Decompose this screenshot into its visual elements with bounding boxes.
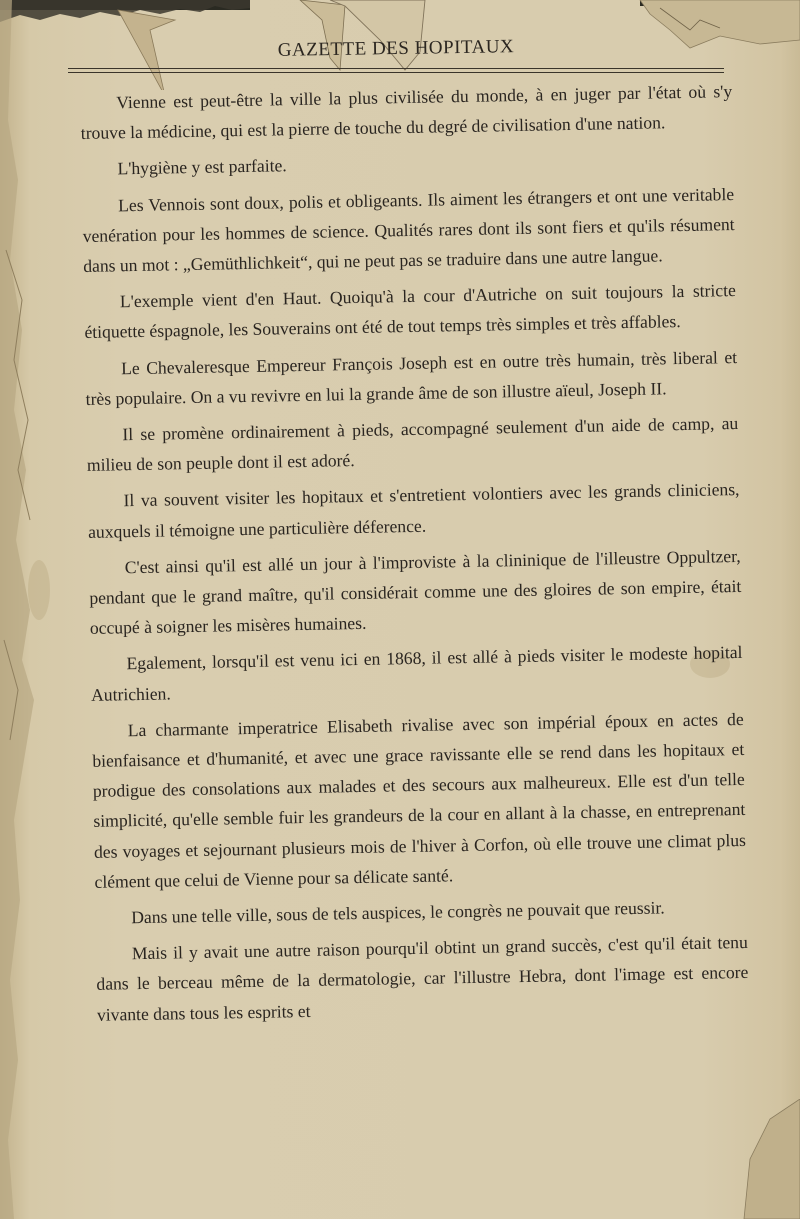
paragraph: Vienne est peut-être la ville la plus civilisée du monde, à en juger par l'état où s'y trouve la médicine, qui est la pierre de touche du degré de civilisation d'une nation. (80, 81, 733, 144)
article-body (80, 76, 749, 1036)
paragraph: Dans une telle ville, sous de tels auspices, le congrès ne pouvait que reussir. (131, 897, 665, 928)
torn-corner (740, 1099, 800, 1219)
paragraph: Egalement, lorsqu'il est venu ici en 1868, il est allé à pieds visiter le modeste hopital Autrichien. (90, 642, 743, 705)
paragraph: Mais il y avait une autre raison pourqu'il obtint un grand succès, c'est qu'il était tenu dans le berceau même de la dermatologie, car l'illustre Hebra, dont l'image est encore vivante dans tous les esprits et (96, 932, 749, 1025)
paragraph: Il se promène ordinairement à pieds, accompagné seulement d'un aide de camp, au milieu de son peuple dont il est adoré. (86, 413, 739, 476)
paragraph: Les Vennois sont doux, polis et obligeants. Ils aiment les étrangers et ont une veritable venération pour les hommes de science. Qualités rares dont ils sont fiers et qu'ils résument dans un mot : „Gemüthlichkeit“, qui ne peut pas se traduire dans une autre langue. (82, 183, 735, 276)
paragraph: L'exemple vient d'en Haut. Quoiqu'à la cour d'Autriche on suit toujours la stricte étiquette éspagnole, les Souverains ont été de tout temps très simples et très affables. (84, 280, 736, 343)
running-header-title: GAZETTE DES HOPITAUX (277, 36, 515, 61)
paragraph: Le Chevaleresque Empereur François Joseph est en outre très humain, très liberal et très populaire. On a vu revivre en lui la grande âme de son illustre aïeul, Joseph II. (85, 346, 738, 409)
paper-stain (28, 560, 50, 620)
paragraph: C'est ainsi qu'il est allé un jour à l'improviste à la clininique de l'illeustre Oppultzer, pendant que le grand maître, qu'il considérait comme une des gloires de son empire, était occupé à soigner les misères humaines. (89, 545, 742, 639)
header-rule-lower (68, 72, 724, 73)
paragraph: L'hygiène y est parfaite. (117, 155, 287, 179)
paragraph: La charmante imperatrice Elisabeth rivalise avec son impérial époux en actes de bienfaisance et d'humanité, et avec une grace ravissante elle se rend dans les hopitaux et prodigue des consolations aux malades et des secours aux malheureux. Elle est d'un telle simplicité, qu'elle semble fuir les grandeurs de la cour en allant à la chasse, en entreprenant des voyages et sejournant plusieurs mois de l'hiver à Corfon, où elle trouve une climat plus clément que celui de Vienne pour sa délicate santé. (92, 708, 747, 892)
header-rule-upper (68, 68, 724, 69)
paragraph: Il va souvent visiter les hopitaux et s'entretient volontiers avec les grands cliniciens, auxquels il témoigne une particulière déference. (87, 479, 740, 542)
running-header (68, 28, 724, 84)
